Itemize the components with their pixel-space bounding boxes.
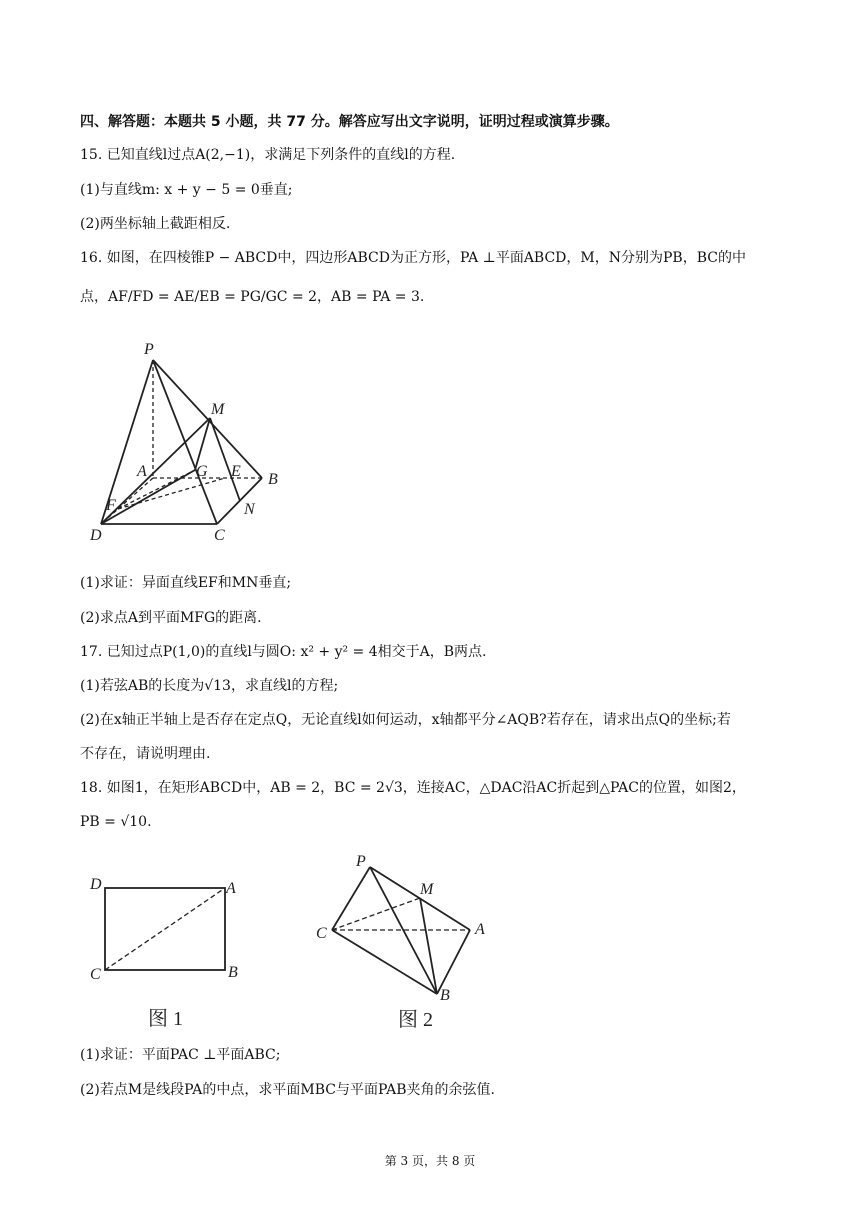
label-P: P [144,341,154,358]
q16-stem-line2: 点，AF/FD = AE/EB = PG/GC = 2，AB = PA = 3. [80,289,425,305]
fig2-label-A: A [475,921,485,938]
label-E: E [231,463,241,480]
q16-stem-line1: 16. 如图，在四棱锥P − ABCD中，四边形ABCD为正方形，PA ⊥平面ABCD，M，N分别为PB，BC的中 [80,250,746,266]
q15-stem: 15. 已知直线l过点A(2,−1)，求满足下列条件的直线l的方程. [80,147,456,163]
label-A: A [137,463,147,480]
q18-stem-line1: 18. 如图1，在矩形ABCD中，AB = 2，BC = 2√3，连接AC，△DAC沿AC折起到△PAC的位置，如图2， [80,780,746,796]
q17-stem: 17. 已知过点P(1,0)的直线l与圆O: x² + y² = 4相交于A，B两点. [80,644,487,660]
q15-part2: (2)两坐标轴上截距相反. [80,216,231,232]
fig2-label-C: C [316,925,327,942]
fig1-label-A: A [226,880,236,897]
label-B: B [268,471,278,488]
fig2-label-M: M [420,881,434,898]
fig1-label-D: D [90,876,102,893]
q16-part1: (1)求证：异面直线EF和MN垂直; [80,575,292,591]
q18-part2: (2)若点M是线段PA的中点，求平面MBC与平面PAB夹角的余弦值. [80,1082,495,1098]
q16-pyramid-figure [80,330,300,550]
q17-part2-line1: (2)在x轴正半轴上是否存在定点Q，无论直线l如何运动，x轴都平分∠AQB?若存在，请求出点Q的坐标;若 [80,712,731,728]
q18-part1: (1)求证：平面PAC ⊥平面ABC; [80,1047,281,1063]
fig1-label-C: C [90,966,101,983]
label-F: F [106,497,116,514]
label-D: D [90,527,102,544]
fig2-label-P: P [356,853,366,870]
label-C: C [214,527,225,544]
q18-figure2-folded [310,850,500,1035]
fig1-label-B: B [228,964,238,981]
q15-part1: (1)与直线m: x + y − 5 = 0垂直; [80,182,293,198]
fig2-label-B: B [440,987,450,1004]
section-header: 四、解答题：本题共 5 小题，共 77 分。解答应写出文字说明，证明过程或演算步骤。 [80,114,619,130]
label-N: N [244,501,255,518]
label-M: M [211,401,225,418]
q16-part2: (2)求点A到平面MFG的距离. [80,610,262,626]
q18-stem-line2: PB = √10. [80,814,152,830]
page-footer: 第 3 页，共 8 页 [384,1154,476,1168]
label-G: G [196,463,208,480]
fig2-caption: 图 2 [398,1009,433,1031]
q17-part2-line2: 不存在，请说明理由. [80,746,211,762]
q17-part1: (1)若弦AB的长度为√13，求直线l的方程; [80,678,339,694]
fig1-caption: 图 1 [148,1008,183,1030]
q18-figure1-rectangle [80,865,270,1035]
